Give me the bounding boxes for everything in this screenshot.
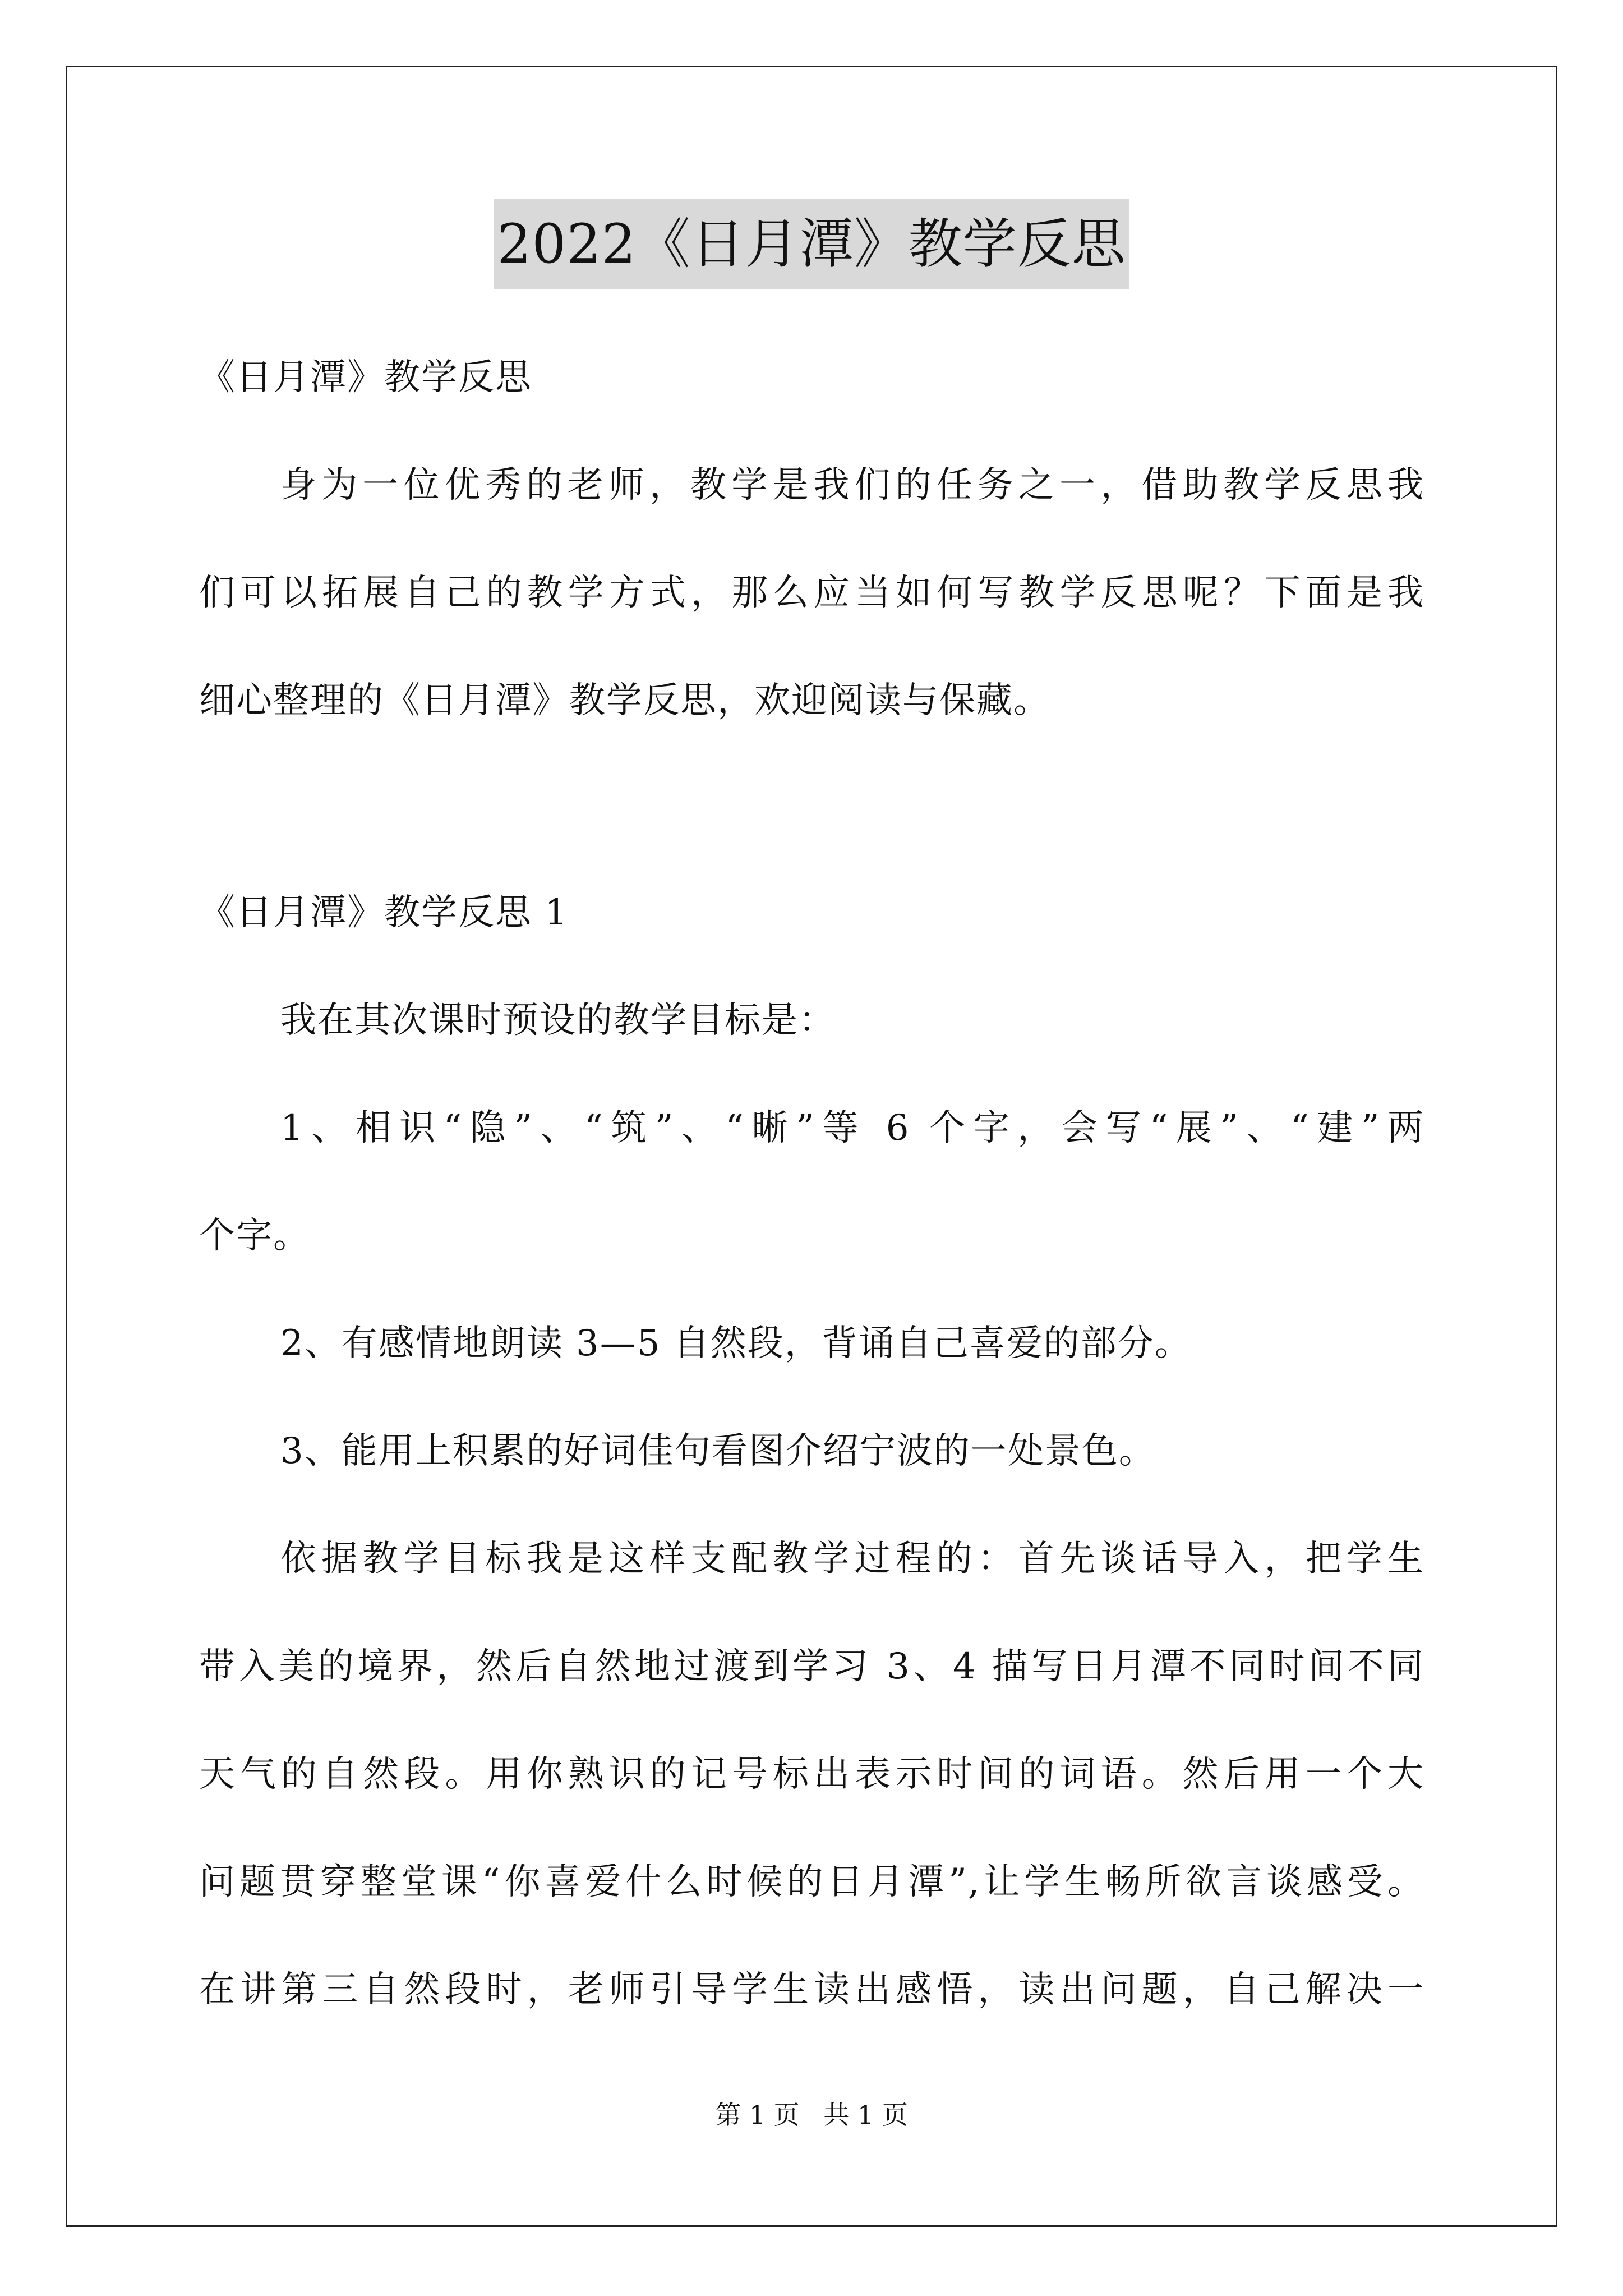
page-total: 共 1 页 (823, 2100, 908, 2130)
paragraph-line: 带入美的境界，然后自然地过渡到学习 3、4 描写日月潭不同时间不同 (199, 1646, 1424, 1687)
paragraph-line: 1、相识“隐”、“筑”、“晰”等 6 个字，会写“展”、“建”两 (280, 1107, 1424, 1149)
paragraph-line: 细心整理的《日月潭》教学反思，欢迎阅读与保藏。 (199, 680, 1050, 721)
subheading: 《日月潭》教学反思 (199, 357, 532, 398)
paragraph-line: 3、能用上积累的好词佳句看图介绍宁波的一处景色。 (280, 1430, 1156, 1472)
paragraph-line: 2、有感情地朗读 3—5 自然段，背诵自己喜爱的部分。 (280, 1323, 1192, 1364)
paragraph-line: 依据教学目标我是这样支配教学过程的：首先谈话导入，把学生 (280, 1538, 1424, 1580)
paragraph-line: 身为一位优秀的老师，教学是我们的任务之一，借助教学反思我 (280, 464, 1424, 506)
page-number: 第 1 页 (715, 2100, 800, 2130)
section-heading: 《日月潭》教学反思 1 (199, 892, 569, 933)
paragraph-line: 问题贯穿整堂课“你喜爱什么时候的日月潭”,让学生畅所欲言谈感受。 (199, 1861, 1424, 1903)
paragraph-line: 们可以拓展自己的教学方式，那么应当如何写教学反思呢？下面是我 (199, 572, 1424, 614)
page-footer (0, 2098, 1623, 2132)
paragraph-line: 我在其次课时预设的教学目标是： (280, 1000, 836, 1041)
paragraph-line: 个字。 (199, 1215, 310, 1257)
paragraph-line: 天气的自然段。用你熟识的记号标出表示时间的词语。然后用一个大 (199, 1754, 1424, 1795)
title-container (0, 199, 1623, 289)
paragraph-line: 在讲第三自然段时，老师引导学生读出感悟，读出问题，自己解决一 (199, 1969, 1424, 2010)
document-title: 2022《日月潭》教学反思 (494, 199, 1129, 289)
